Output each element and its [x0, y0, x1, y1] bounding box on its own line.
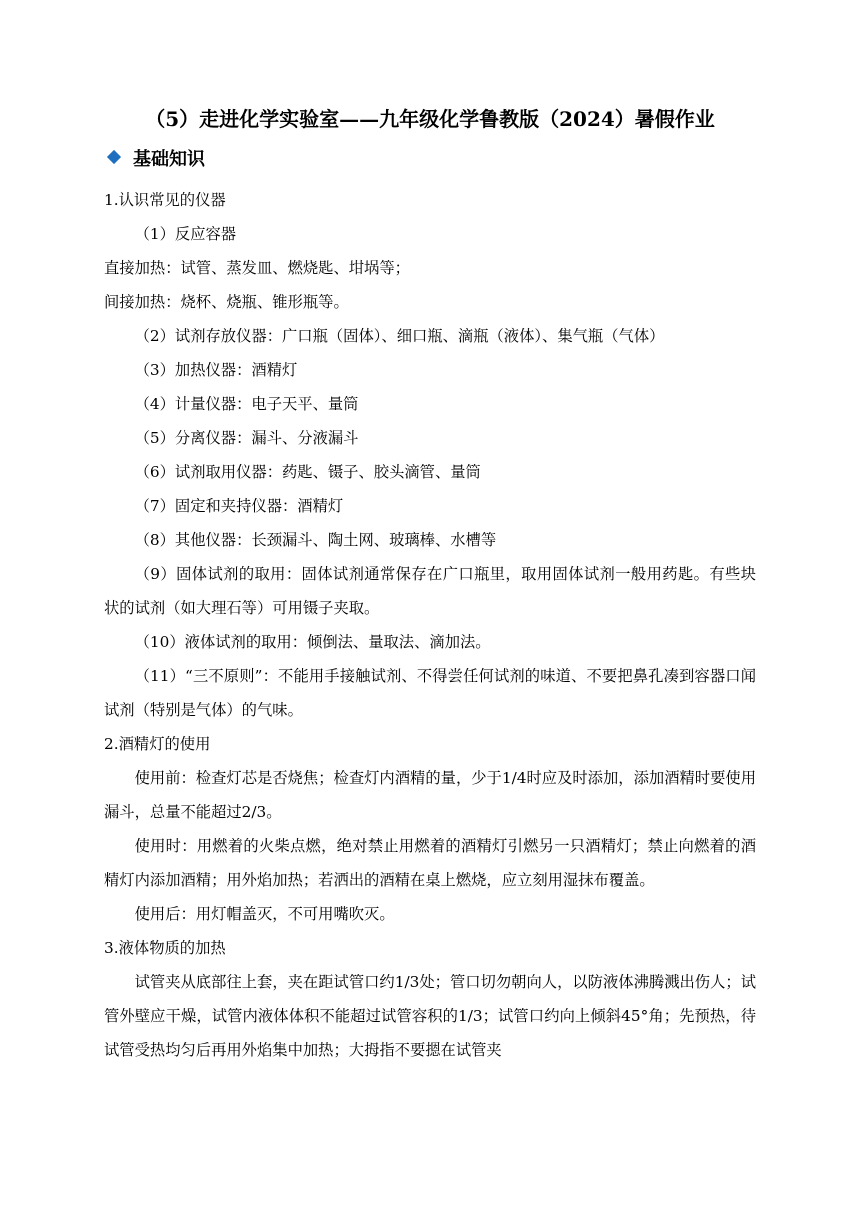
section-heading-label: 基础知识 — [133, 149, 205, 170]
paragraph: （1）反应容器 — [134, 225, 237, 243]
paragraph: （11）“三不原则”：不能用手接触试剂、不得尝任何试剂的味道、不要把鼻孔凑到容器口闻试剂（特别是气体）的气味。 — [104, 667, 756, 719]
document-title: （5）走进化学实验室——九年级化学鲁教版（2024）暑假作业 — [145, 107, 715, 131]
paragraph: 试管夹从底部往上套，夹在距试管口约1/3处；管口切勿朝向人，以防液体沸腾溅出伤人；试管外壁应干燥，试管内液体体积不能超过试管容积的1/3；试管口约向上倾斜45°角；先预热，待试管受热均匀后再用外焰集中加热；大拇指不要摁在试管夹 — [104, 973, 756, 1059]
paragraph: （6）试剂取用仪器：药匙、镊子、胶头滴管、量筒 — [134, 463, 481, 481]
paragraph: 使用时：用燃着的火柴点燃，绝对禁止用燃着的酒精灯引燃另一只酒精灯；禁止向燃着的酒精灯内添加酒精；用外焰加热；若洒出的酒精在桌上燃烧，应立刻用湿抹布覆盖。 — [104, 837, 756, 889]
paragraph: 1.认识常见的仪器 — [104, 191, 226, 209]
paragraph: （10）液体试剂的取用：倾倒法、量取法、滴加法。 — [134, 633, 491, 651]
paragraph: （4）计量仪器：电子天平、量筒 — [134, 395, 359, 413]
paragraph: 使用前：检查灯芯是否烧焦；检查灯内酒精的量，少于1/4时应及时添加，添加酒精时要使用漏斗，总量不能超过2/3。 — [104, 769, 756, 821]
paragraph: 3.液体物质的加热 — [104, 939, 226, 957]
paragraph: （7）固定和夹持仪器：酒精灯 — [134, 497, 344, 515]
section-heading — [106, 145, 205, 175]
paragraph: （2）试剂存放仪器：广口瓶（固体）、细口瓶、滴瓶（液体）、集气瓶（气体） — [134, 327, 665, 345]
paragraph: 2.酒精灯的使用 — [104, 735, 211, 753]
paragraph: （8）其他仪器：长颈漏斗、陶土网、玻璃棒、水槽等 — [134, 531, 497, 549]
paragraph: （9）固体试剂的取用：固体试剂通常保存在广口瓶里，取用固体试剂一般用药匙。有些块状的试剂（如大理石等）可用镊子夹取。 — [104, 565, 756, 617]
paragraph: （3）加热仪器：酒精灯 — [134, 361, 298, 379]
paragraph: 使用后：用灯帽盖灭，不可用嘴吹灭。 — [134, 905, 395, 923]
document-body — [104, 183, 756, 1067]
paragraph: （5）分离仪器：漏斗、分液漏斗 — [134, 429, 359, 447]
paragraph: 直接加热：试管、蒸发皿、燃烧匙、坩埚等； — [104, 259, 410, 277]
diamond-bullet-icon — [107, 150, 121, 164]
paragraph: 间接加热：烧杯、烧瓶、锥形瓶等。 — [104, 293, 349, 311]
